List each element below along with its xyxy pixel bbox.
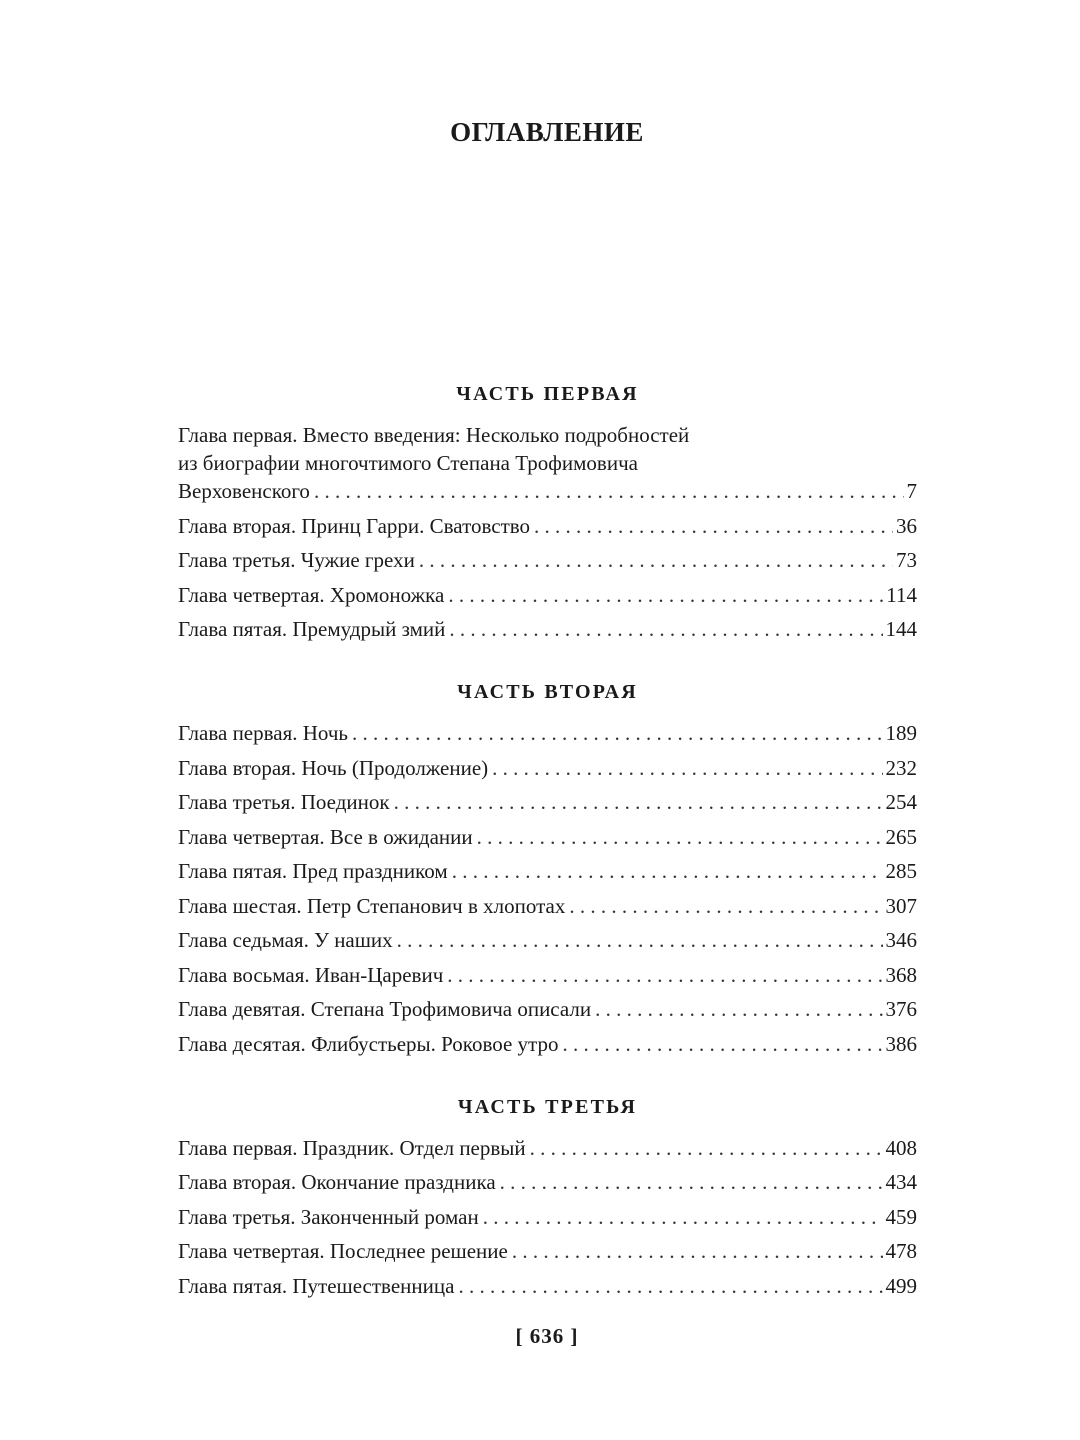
- chapter-page-number: 144: [885, 617, 917, 641]
- toc-entry[interactable]: [178, 581, 917, 609]
- toc-entry[interactable]: [178, 615, 917, 643]
- toc-entry[interactable]: [178, 892, 917, 920]
- toc-entry[interactable]: [178, 1134, 917, 1162]
- dot-leader: [500, 1168, 883, 1196]
- toc-entry[interactable]: [178, 857, 917, 885]
- chapter-page-number: 499: [885, 1273, 917, 1298]
- chapter-title: Глава четвертая. Последнее решение: [178, 1239, 508, 1263]
- chapter-title: Глава восьмая. Иван-Царевич: [178, 962, 444, 987]
- toc-entries: [178, 1134, 917, 1300]
- dot-leader: [397, 926, 883, 954]
- toc-entry-row: [178, 1237, 917, 1265]
- toc-entry-row: [178, 995, 917, 1023]
- toc-entry-row: [178, 754, 917, 782]
- dot-leader: [569, 892, 882, 920]
- toc-entry-line: Глава первая. Вместо введения: Несколько подробностей: [178, 423, 690, 447]
- chapter-page-number: 36: [896, 513, 917, 538]
- chapter-title: Глава пятая. Пред праздником: [178, 859, 448, 883]
- chapter-title: Глава вторая. Принц Гарри. Сватовство: [178, 513, 531, 538]
- toc-part: [178, 1091, 917, 1300]
- dot-leader: [492, 754, 882, 782]
- chapter-title: Глава третья. Поединок: [178, 790, 390, 814]
- chapter-title: Глава первая. Ночь: [178, 721, 349, 745]
- dot-leader: [448, 581, 883, 609]
- chapter-page-number: 7: [906, 479, 917, 503]
- dot-leader: [477, 823, 883, 851]
- toc-entry[interactable]: [178, 719, 917, 747]
- chapter-title: Глава шестая. Петр Степанович в хлопотах: [178, 893, 566, 918]
- chapter-title: Глава четвертая. Все в ожидании: [178, 824, 473, 849]
- toc-entry-row: [178, 1030, 917, 1058]
- dot-leader: [419, 546, 893, 574]
- chapter-title: Глава четвертая. Хромоножка: [178, 582, 445, 607]
- toc-entry-row: [178, 961, 917, 989]
- toc-entry-row: [178, 581, 917, 609]
- chapter-page-number: 386: [885, 1031, 917, 1056]
- dot-leader: [530, 1134, 883, 1162]
- chapter-title: Глава пятая. Премудрый змий: [178, 617, 446, 641]
- chapter-page-number: 285: [885, 859, 917, 883]
- toc-entries: [178, 421, 917, 643]
- chapter-page-number: 73: [896, 548, 917, 572]
- dot-leader: [447, 961, 882, 989]
- toc-entry[interactable]: [178, 1168, 917, 1196]
- chapter-page-number: 368: [885, 962, 917, 987]
- toc-entry[interactable]: [178, 823, 917, 851]
- dot-leader: [512, 1237, 883, 1265]
- toc-entry-row: [178, 788, 917, 816]
- chapter-page-number: 408: [885, 1135, 917, 1160]
- chapter-title: Глава девятая. Степана Трофимовича описали: [178, 997, 592, 1021]
- chapter-title: Глава седьмая. У наших: [178, 928, 393, 952]
- toc-entry-line: из биографии многочтимого Степана Трофимовича: [178, 451, 638, 475]
- toc-entry[interactable]: [178, 512, 917, 540]
- toc-entry-row: [178, 1134, 917, 1162]
- page-title: ОГЛАВЛЕНИЕ: [450, 117, 644, 147]
- table-of-contents: [178, 378, 917, 1300]
- dot-leader: [352, 719, 882, 747]
- page-number: [ 636 ]: [515, 1324, 579, 1348]
- dot-leader: [483, 1203, 883, 1231]
- dot-leader: [534, 512, 893, 540]
- toc-entry-row: [178, 719, 917, 747]
- toc-entry[interactable]: [178, 926, 917, 954]
- chapter-page-number: 346: [885, 928, 917, 952]
- chapter-page-number: 254: [885, 790, 917, 814]
- chapter-title: Глава десятая. Флибустьеры. Роковое утро: [178, 1031, 559, 1056]
- dot-leader: [595, 995, 882, 1023]
- chapter-page-number: 189: [885, 721, 917, 745]
- dot-leader: [562, 1030, 882, 1058]
- toc-entry-row: [178, 926, 917, 954]
- chapter-page-number: 459: [885, 1204, 917, 1229]
- toc-entry[interactable]: [178, 961, 917, 989]
- toc-entry-row: [178, 823, 917, 851]
- toc-entry-row: [178, 477, 917, 505]
- toc-entry[interactable]: [178, 421, 917, 505]
- dot-leader: [314, 477, 904, 505]
- chapter-title: Глава вторая. Окончание праздника: [178, 1170, 496, 1194]
- toc-entry-row: [178, 615, 917, 643]
- part-heading: ЧАСТЬ ВТОРАЯ: [457, 681, 638, 703]
- toc-part: [178, 676, 917, 1058]
- dot-leader: [394, 788, 883, 816]
- dot-leader: [452, 857, 883, 885]
- chapter-title: Глава пятая. Путешественница: [178, 1273, 455, 1298]
- chapter-title: Верховенского: [178, 479, 310, 503]
- dot-leader: [449, 615, 882, 643]
- toc-entry-row: [178, 1272, 917, 1300]
- toc-entry-row: [178, 546, 917, 574]
- dot-leader: [458, 1272, 882, 1300]
- toc-entry-row: [178, 1168, 917, 1196]
- chapter-page-number: 307: [885, 893, 917, 918]
- toc-part: [178, 378, 917, 643]
- chapter-page-number: 376: [885, 997, 917, 1021]
- toc-entry-row: [178, 512, 917, 540]
- chapter-page-number: 114: [886, 582, 917, 607]
- toc-entries: [178, 719, 917, 1058]
- toc-entry-row: [178, 1203, 917, 1231]
- toc-entry[interactable]: [178, 754, 917, 782]
- chapter-title: Глава третья. Чужие грехи: [178, 548, 415, 572]
- part-heading: ЧАСТЬ ПЕРВАЯ: [456, 383, 639, 405]
- toc-entry[interactable]: [178, 1203, 917, 1231]
- toc-entry[interactable]: [178, 788, 917, 816]
- chapter-page-number: 478: [885, 1239, 917, 1263]
- toc-entry[interactable]: [178, 1237, 917, 1265]
- chapter-page-number: 434: [885, 1170, 917, 1194]
- toc-entry[interactable]: [178, 1030, 917, 1058]
- chapter-title: Глава первая. Праздник. Отдел первый: [178, 1135, 526, 1160]
- part-heading: ЧАСТЬ ТРЕТЬЯ: [457, 1095, 638, 1118]
- chapter-title: Глава вторая. Ночь (Продолжение): [178, 755, 489, 780]
- toc-entry-row: [178, 892, 917, 920]
- toc-entry-row: [178, 857, 917, 885]
- chapter-title: Глава третья. Законченный роман: [178, 1204, 479, 1229]
- toc-entry[interactable]: [178, 995, 917, 1023]
- chapter-page-number: 232: [885, 755, 917, 780]
- chapter-page-number: 265: [885, 824, 917, 849]
- toc-entry[interactable]: [178, 546, 917, 574]
- toc-entry[interactable]: [178, 1272, 917, 1300]
